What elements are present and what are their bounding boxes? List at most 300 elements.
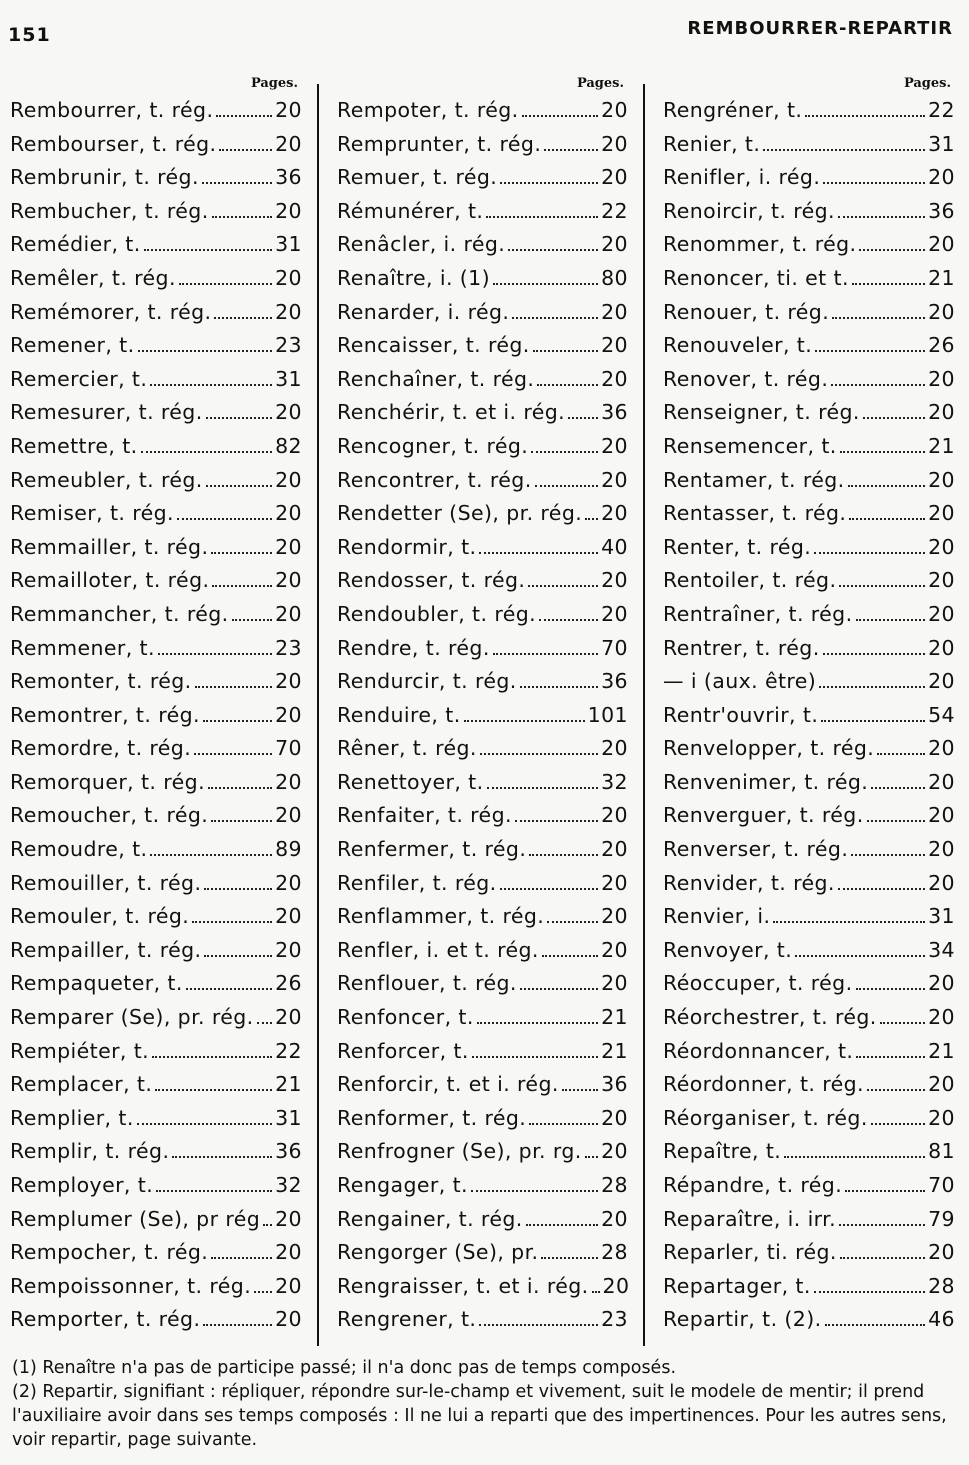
- index-entry: [337, 803, 628, 837]
- verb-label: Remoucher, t. rég.: [10, 803, 209, 828]
- index-entry: [337, 535, 628, 569]
- dot-leader: [179, 283, 272, 285]
- dot-leader: [851, 854, 925, 856]
- index-entry: [663, 333, 955, 367]
- verb-label: Renverser, t. rég.: [663, 837, 849, 862]
- verb-label: Rempaqueter, t.: [10, 971, 183, 996]
- verb-label: Rengainer, t. rég.: [337, 1206, 523, 1231]
- dot-leader: [585, 1156, 598, 1158]
- dot-leader: [204, 888, 272, 890]
- dot-leader: [848, 485, 926, 487]
- verb-label: Renforcer, t.: [337, 1038, 469, 1063]
- page-reference: 20: [928, 1105, 955, 1130]
- page-reference: 28: [601, 1173, 628, 1197]
- verb-label: Renfler, i. et t. rég.: [337, 937, 539, 962]
- dot-leader: [819, 686, 925, 688]
- index-entry: [337, 1207, 628, 1241]
- verb-label: Renfrogner (Se), pr. rg.: [337, 1139, 582, 1164]
- dot-leader: [512, 317, 598, 319]
- page-reference: 20: [601, 501, 628, 526]
- index-entry: [663, 602, 955, 636]
- page-reference: 32: [601, 769, 628, 794]
- page-reference: 28: [601, 1240, 628, 1265]
- verb-label: Rentasser, t. rég.: [663, 501, 847, 526]
- page-reference: 20: [275, 299, 302, 324]
- verb-label: Renforcir, t. et i. rég.: [337, 1072, 559, 1097]
- verb-label: Remouiller, t. rég.: [10, 870, 202, 895]
- dot-leader: [500, 888, 599, 890]
- index-entry: [10, 703, 302, 737]
- dot-leader: [832, 317, 925, 319]
- index-entry: [663, 1106, 955, 1140]
- index-entry: [663, 98, 955, 132]
- verb-label: Remiser, t. rég.: [10, 501, 174, 526]
- dot-leader: [202, 182, 272, 184]
- index-entry: [663, 1139, 955, 1173]
- page-reference: 20: [601, 232, 628, 257]
- dot-leader: [529, 854, 598, 856]
- index-entry: [337, 669, 628, 703]
- dot-leader: [464, 720, 585, 722]
- page-reference: 36: [928, 198, 955, 223]
- verb-label: Renoircir, t. rég.: [663, 198, 835, 223]
- dot-leader: [472, 1056, 598, 1058]
- verb-label: Remener, t.: [10, 333, 135, 358]
- page-reference: 20: [601, 971, 628, 996]
- page-reference: 79: [928, 1206, 955, 1231]
- page-reference: 20: [928, 165, 955, 190]
- page-reference: 36: [275, 1139, 302, 1164]
- verb-label: Remmailler, t. rég.: [10, 534, 209, 559]
- page-reference: 28: [928, 1273, 955, 1298]
- index-entry: [10, 266, 302, 300]
- page-reference: 20: [601, 904, 628, 929]
- dot-leader: [214, 317, 272, 319]
- verb-label: Rentr'ouvrir, t.: [663, 702, 819, 727]
- verb-label: Rembucher, t. rég.: [10, 198, 209, 223]
- dot-leader: [814, 552, 925, 554]
- page-reference: 23: [275, 333, 302, 358]
- dot-leader: [263, 1224, 272, 1226]
- index-entry: [337, 1173, 628, 1207]
- index-entry: [663, 1307, 955, 1341]
- verb-label: Rensemencer, t.: [663, 433, 837, 458]
- dot-leader: [877, 753, 925, 755]
- index-entry: [663, 736, 955, 770]
- verb-label: Renoncer, ti. et t.: [663, 265, 849, 290]
- index-entry: [663, 501, 955, 535]
- index-entry: [10, 468, 302, 502]
- page-reference: 40: [601, 534, 628, 559]
- index-entry: [10, 837, 302, 871]
- dot-leader: [219, 149, 272, 151]
- dot-leader: [840, 1257, 925, 1259]
- dot-leader: [541, 1257, 598, 1259]
- dot-leader: [849, 518, 925, 520]
- page-reference: 21: [601, 1038, 628, 1063]
- verb-label: Repartager, t.: [663, 1273, 811, 1298]
- verb-label: Reparler, ti. rég.: [663, 1240, 837, 1265]
- index-entry: [337, 736, 628, 770]
- verb-label: Renter, t. rég.: [663, 534, 812, 559]
- index-entry: [10, 1207, 302, 1241]
- dot-leader: [515, 820, 598, 822]
- verb-label: Renier, t.: [663, 131, 761, 156]
- dot-leader: [562, 1089, 598, 1091]
- index-entry: [663, 232, 955, 266]
- verb-label: Remporter, t. rég.: [10, 1307, 201, 1332]
- dot-leader: [479, 552, 598, 554]
- page-reference: 20: [275, 803, 302, 828]
- dot-leader: [856, 988, 926, 990]
- verb-label: Réorchestrer, t. rég.: [663, 1005, 877, 1030]
- index-entry: [663, 770, 955, 804]
- dot-leader: [814, 1291, 925, 1293]
- dot-leader: [795, 955, 925, 957]
- verb-label: Rendre, t. rég.: [337, 635, 490, 660]
- verb-label: Renchaîner, t. rég.: [337, 366, 535, 391]
- dot-leader: [206, 417, 272, 419]
- dot-leader: [520, 988, 598, 990]
- page-reference: 20: [275, 400, 302, 425]
- page-reference: 36: [275, 165, 302, 190]
- index-entry: [663, 300, 955, 334]
- verb-label: Remplier, t.: [10, 1105, 134, 1130]
- index-entry: [10, 871, 302, 905]
- index-entry: [337, 602, 628, 636]
- page-reference: 20: [928, 1072, 955, 1097]
- index-entry: [663, 1173, 955, 1207]
- page-reference: 20: [601, 333, 628, 358]
- page-reference: 54: [928, 702, 955, 727]
- index-entry: [10, 400, 302, 434]
- dot-leader: [479, 1324, 598, 1326]
- dot-leader: [211, 820, 272, 822]
- page-reference: 20: [928, 568, 955, 593]
- index-entry: [337, 871, 628, 905]
- page-reference: 20: [928, 1240, 955, 1265]
- index-column-2: [337, 76, 628, 1341]
- verb-label: Rencogner, t. rég.: [337, 433, 529, 458]
- verb-label: Renvelopper, t. rég.: [663, 736, 875, 761]
- index-entry: [337, 400, 628, 434]
- dot-leader: [477, 1022, 598, 1024]
- verb-label: Remordre, t. rég.: [10, 736, 192, 761]
- verb-label: Remprunter, t. rég.: [337, 131, 542, 156]
- page-reference: 20: [928, 400, 955, 425]
- page-reference: 20: [928, 669, 955, 694]
- verb-label: Remettre, t.: [10, 433, 138, 458]
- index-entry: [10, 165, 302, 199]
- dot-leader: [547, 921, 598, 923]
- page-reference: 20: [275, 702, 302, 727]
- verb-label: Répandre, t. rég.: [663, 1173, 843, 1197]
- page-reference: 20: [275, 568, 302, 593]
- verb-label: Rendetter (Se), pr. rég.: [337, 501, 583, 526]
- index-entry: [337, 1039, 628, 1073]
- verb-label: Remorquer, t. rég.: [10, 769, 205, 794]
- index-entry: [337, 468, 628, 502]
- page-reference: 20: [275, 937, 302, 962]
- index-entry: [10, 434, 302, 468]
- page-reference: 21: [601, 1005, 628, 1030]
- verb-label: Rengrener, t.: [337, 1307, 477, 1332]
- index-entry: [337, 333, 628, 367]
- page-reference: 20: [601, 870, 628, 895]
- verb-label: Rempoissonner, t. rég.: [10, 1273, 252, 1298]
- page-reference: 20: [601, 937, 628, 962]
- verb-label: Rendormir, t.: [337, 534, 477, 559]
- dot-leader: [172, 1156, 272, 1158]
- dot-leader: [526, 1224, 598, 1226]
- dot-leader: [186, 988, 272, 990]
- index-column-1: [10, 76, 302, 1341]
- running-head: REMBOURRER-REPARTIR: [687, 18, 953, 39]
- dot-leader: [831, 384, 925, 386]
- page-reference: 46: [928, 1307, 955, 1332]
- dot-leader: [784, 1156, 925, 1158]
- index-entry: [10, 1139, 302, 1173]
- page-reference: 20: [601, 467, 628, 492]
- index-entry: [10, 535, 302, 569]
- index-entry: [663, 971, 955, 1005]
- index-entry: [10, 1173, 302, 1207]
- verb-label: Renflammer, t. rég.: [337, 904, 545, 929]
- dot-leader: [838, 888, 925, 890]
- dot-leader: [155, 1089, 272, 1091]
- index-entry: [663, 535, 955, 569]
- dot-leader: [204, 955, 272, 957]
- index-entry: [10, 98, 302, 132]
- verb-label: Rembourrer, t. rég.: [10, 98, 214, 122]
- dot-leader: [520, 686, 598, 688]
- dot-leader: [568, 417, 598, 419]
- verb-label: Rentraîner, t. rég.: [663, 601, 853, 626]
- page-reference: 20: [602, 1273, 630, 1298]
- pages-column-header: Pages.: [250, 76, 298, 91]
- page-reference: 31: [928, 904, 955, 929]
- verb-label: Renfermer, t. rég.: [337, 837, 527, 862]
- verb-label: Renarder, i. rég.: [337, 299, 510, 324]
- verb-label: Rengager, t.: [337, 1173, 468, 1197]
- dot-leader: [500, 182, 598, 184]
- dot-leader: [138, 350, 273, 352]
- verb-label: Renverguer, t. rég.: [663, 803, 864, 828]
- index-entry: [337, 770, 628, 804]
- page-reference: 36: [601, 1072, 628, 1097]
- verb-label: — i (aux. être): [663, 669, 817, 694]
- page-reference: 20: [275, 265, 302, 290]
- dot-leader: [195, 686, 273, 688]
- page-reference: 80: [601, 265, 628, 290]
- index-entry: [337, 1274, 628, 1308]
- verb-label: Remplacer, t.: [10, 1072, 153, 1097]
- page-reference: 101: [587, 702, 628, 727]
- verb-label: Remontrer, t. rég.: [10, 702, 200, 727]
- dot-leader: [805, 115, 925, 117]
- index-entry: [337, 1072, 628, 1106]
- index-entry: [10, 938, 302, 972]
- page-reference: 20: [275, 669, 302, 694]
- dot-leader: [158, 653, 272, 655]
- verb-label: Repartir, t. (2).: [663, 1307, 822, 1332]
- entry-list: [10, 98, 302, 1341]
- index-entry: [337, 1307, 628, 1341]
- dot-leader: [194, 753, 272, 755]
- verb-label: Réordonnancer, t.: [663, 1038, 854, 1063]
- dot-leader: [537, 384, 598, 386]
- index-entry: [337, 636, 628, 670]
- verb-label: Renvider, t. rég.: [663, 870, 835, 895]
- dot-leader: [150, 854, 272, 856]
- index-column-3: [663, 76, 955, 1341]
- verb-label: Réorganiser, t. rég.: [663, 1105, 868, 1130]
- dot-leader: [257, 1022, 273, 1024]
- index-entry: [337, 367, 628, 401]
- index-entry: [337, 199, 628, 233]
- page-reference: 20: [601, 568, 628, 593]
- index-entry: [663, 871, 955, 905]
- verb-label: Rembrunir, t. rég.: [10, 165, 199, 190]
- index-entry: [10, 1039, 302, 1073]
- page-reference: 23: [601, 1307, 628, 1332]
- page-reference: 82: [275, 433, 302, 458]
- verb-label: Remmener, t.: [10, 635, 155, 660]
- dot-leader: [840, 451, 925, 453]
- page-reference: 20: [275, 1307, 302, 1332]
- verb-label: Rempocher, t. rég.: [10, 1240, 209, 1265]
- dot-leader: [585, 518, 598, 520]
- index-entry: [337, 266, 628, 300]
- index-entry: [663, 266, 955, 300]
- page-reference: 20: [601, 98, 628, 122]
- dot-leader: [211, 552, 272, 554]
- dot-leader: [823, 653, 926, 655]
- index-entry: [663, 434, 955, 468]
- index-entry: [10, 904, 302, 938]
- index-entry: [10, 333, 302, 367]
- index-entry: [663, 165, 955, 199]
- page-reference: 20: [601, 299, 628, 324]
- dot-leader: [208, 787, 272, 789]
- dot-leader: [206, 485, 272, 487]
- index-entry: [663, 1005, 955, 1039]
- index-entry: [663, 132, 955, 166]
- page-reference: 21: [928, 433, 955, 458]
- index-entry: [10, 636, 302, 670]
- dot-leader: [815, 350, 925, 352]
- dot-leader: [845, 1190, 925, 1192]
- verb-label: Rencaisser, t. rég.: [337, 333, 530, 358]
- page-reference: 20: [275, 467, 302, 492]
- index-entry: [10, 232, 302, 266]
- index-entry: [663, 1274, 955, 1308]
- dot-leader: [212, 216, 272, 218]
- page-reference: 31: [275, 232, 302, 257]
- dot-leader: [856, 1056, 925, 1058]
- page-reference: 20: [275, 904, 302, 929]
- index-entry: [10, 568, 302, 602]
- verb-label: Renvenimer, t. rég.: [663, 769, 869, 794]
- page-reference: 70: [275, 736, 302, 761]
- dot-leader: [254, 1291, 272, 1293]
- index-entry: [10, 300, 302, 334]
- verb-label: Repaître, t.: [663, 1139, 782, 1164]
- dot-leader: [763, 149, 925, 151]
- page-reference: 70: [601, 635, 628, 660]
- page-reference: 89: [275, 837, 302, 862]
- index-entry: [10, 602, 302, 636]
- index-entry: [337, 1240, 628, 1274]
- index-entry: [337, 703, 628, 737]
- page-reference: 20: [928, 736, 955, 761]
- index-entry: [10, 1240, 302, 1274]
- verb-label: Reparaître, i. irr.: [663, 1206, 837, 1231]
- dot-leader: [867, 1089, 925, 1091]
- index-entry: [663, 367, 955, 401]
- index-entry: [337, 1005, 628, 1039]
- index-entry: [10, 1274, 302, 1308]
- dot-leader: [871, 787, 925, 789]
- page-reference: 20: [275, 534, 302, 559]
- verb-label: Renommer, t. rég.: [663, 232, 857, 257]
- verb-label: Rémunérer, t.: [337, 198, 484, 223]
- dot-leader: [493, 653, 598, 655]
- verb-label: Rengorger (Se), pr.: [337, 1240, 539, 1265]
- index-entry: [663, 669, 955, 703]
- page-reference: 20: [928, 601, 955, 626]
- verb-label: Remoudre, t.: [10, 837, 148, 862]
- index-entry: [10, 1005, 302, 1039]
- page-reference: 34: [928, 937, 955, 962]
- page-reference: 22: [928, 98, 955, 122]
- page-reference: 31: [928, 131, 955, 156]
- index-entry: [663, 1207, 955, 1241]
- verb-label: Remparer (Se), pr. rég.: [10, 1005, 254, 1030]
- footnotes: [12, 1356, 957, 1452]
- page-reference: 20: [275, 1005, 302, 1030]
- dot-leader: [177, 518, 272, 520]
- dot-leader: [212, 585, 272, 587]
- dot-leader: [150, 384, 272, 386]
- index-entry: [10, 1307, 302, 1341]
- page-reference: 20: [601, 736, 628, 761]
- page-reference: 20: [601, 366, 628, 391]
- verb-index: [0, 76, 969, 1346]
- dot-leader: [533, 350, 598, 352]
- page-reference: 20: [275, 1206, 302, 1231]
- index-entry: [663, 837, 955, 871]
- page-reference: 20: [928, 366, 955, 391]
- dot-leader: [529, 1123, 598, 1125]
- page-reference: 21: [928, 265, 955, 290]
- verb-label: Renchérir, t. et i. rég.: [337, 400, 566, 425]
- dot-leader: [592, 1291, 600, 1293]
- index-entry: [663, 703, 955, 737]
- verb-label: Rencontrer, t. rég.: [337, 467, 532, 492]
- verb-label: Rembourser, t. rég.: [10, 131, 217, 156]
- verb-label: Renouveler, t.: [663, 333, 813, 358]
- verb-label: Rempoter, t. rég.: [337, 98, 519, 122]
- page-reference: 20: [601, 837, 628, 862]
- verb-label: Rengréner, t.: [663, 98, 803, 122]
- verb-label: Remesurer, t. rég.: [10, 400, 203, 425]
- page-reference: 20: [275, 1240, 302, 1265]
- verb-label: Remplir, t. rég.: [10, 1139, 170, 1164]
- dot-leader: [867, 820, 926, 822]
- page-reference: 20: [601, 601, 628, 626]
- verb-label: Rengraisser, t. et i. rég.: [337, 1273, 589, 1298]
